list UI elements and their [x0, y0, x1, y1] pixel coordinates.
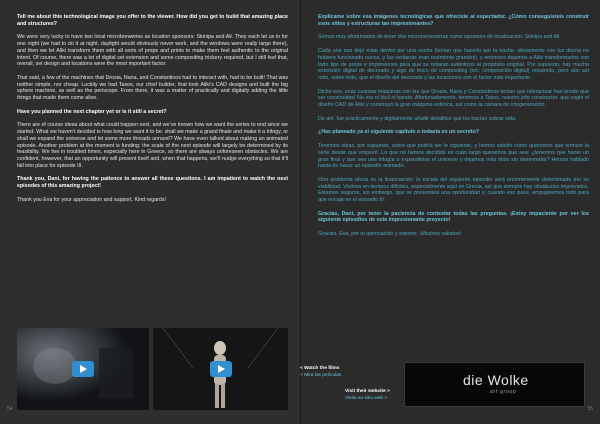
respuesta-1a: Somos muy afortunados de tener dos microcervecerías como sponsors de localización: Skinipa and Ali. — [318, 34, 561, 41]
question-2: Have you planned the next chapter yet or is it still a secret? — [17, 108, 167, 115]
visit-website-link-es[interactable]: Visita su sitio web > — [345, 396, 388, 401]
respuesta-2b: Otro problema ahora es la financiación: la escala del siguiente episodio será enormemente determinado por su viabilidad. Vivimos en tiempos difíciles, especialmente aquí en Grecia, así que siempre hay obstáculos imprevistos. Estamos seguros, sin embargo, que se presentará una oportunidad y, cuando eso pase, empujaremos todo para que encaje en el episodio III. — [318, 176, 589, 204]
video-thumbnail-1[interactable] — [17, 328, 149, 410]
respuesta-3: Gracias, Eva, por tu apreciación y soporte. ¡Muchos saludos! — [318, 231, 462, 238]
right-page — [300, 0, 600, 424]
visit-website-link[interactable]: Visit their website > — [345, 389, 390, 394]
answer-1b: That said, a few of the machines that Drosia, Nana, and Constantinos had to interact with, had to be built! That was neither simple, nor cheap. Luckily we had Tasos, our chief builder, that took Aliki’s CAD designs and built the big sphere machine, as well as the periscope. From there, it was a matter of practically and digitally adding the little things that made them come alive. — [17, 74, 288, 102]
respuesta-1b: Cada uno nos dejó estar dentro por una noche (tenían que hacerlo por la noche, obviamente con luz diurna no hubiera funcionado nunca, y las ventanas eran realmente grandes), y entonces dejamos a Aliki transformarlos con todo tipo de props e impresiones para que se notaran auténticos al propósito original. Por supuesto, hay mucha extensión digital de decorado y algo de truco de compositing (n/c: composición digital) requerido, pero aún así noto, sobre todo, que el diseño del decorado y las locaciones son el factor más importante. — [318, 48, 589, 81]
pregunta-1: Explícame sobre esa imágenes tecnológicas que ofreciste al espectador. ¿Cómo conseguisteis construir esos sitios y estructuras tan impresionantes? — [318, 14, 589, 27]
play-icon[interactable] — [72, 361, 94, 377]
respuesta-2a: Tenemos ideas, por supuesto, sobre qué podría ser lo siguiente, y hemos sabido cómo queremos que termine la serie desde que empezó. Lo que no hemos decidido es cuán largo queremos que sea: ¿tenemos que hacer un gran final y que sea una trilogía o expandimos el universo y dejamos más hilos sin desenredar? Hemos hablado hasta de hacer un episodio animado. — [318, 143, 589, 170]
answer-2: There are of course ideas about what could happen next, and we’ve known how we want the series to end since we started. What we haven’t decided is how long we want it to be: shall we make a grand finale and make it a trilogy, or shall we expand the universe and let some more threads unravel? We have even talked about making an animated episode. Another problem at the moment is funding: the scale of the next episode will largely be determined by its feasibility. We live in troubled times, especially here in Greece, so there are always unforeseen obstacles. We are confident, however, that an opportunity will present itself and, when that happens, we’ll nudge everything so that it’ll fall into place for episode III. — [17, 122, 288, 169]
question-1: Tell me about this technological image you offer to the viewer. How did you get to build that amazing place and structures? — [17, 14, 288, 27]
page-number-right: 55 — [587, 406, 593, 412]
logo-text: die Wolke — [463, 372, 529, 388]
die-wolke-logo[interactable] — [404, 362, 585, 407]
logo-subtitle: art group — [490, 389, 517, 395]
play-icon[interactable] — [210, 361, 232, 377]
video-thumbnail-2[interactable] — [153, 328, 288, 410]
page-number-left: 54 — [7, 406, 13, 412]
question-3: Thank you, Dani, for having the patience to answer all these questions. I am impatient to watch the next episodes of this amazing project! — [17, 176, 288, 190]
watch-films-link[interactable]: < Watch the films — [300, 366, 340, 371]
answer-3: Thank you Eva for your appreciation and support. Kind regards! — [17, 196, 166, 203]
respuesta-1c: Dicho eso, unas cuantas máquinas con las que Drosia, Nana y Constantinos tenían que interactuar han tenido que ser construidas! No era ni fácil ni barato. Afortunadamente, tenemos a Tasos, nuestro jefe constructor, que cogió el diseño CAD de Aliki y construyó la gran máquina esférica, así como la cámara de criogenización. — [318, 88, 589, 109]
english-column — [17, 14, 288, 203]
video-thumbnails — [17, 328, 288, 410]
pregunta-2: ¿Has planeado ya el siguiente capítulo o todavía es un secreto? — [318, 129, 480, 136]
pregunta-3: Gracias, Dani, por tener la paciencia de contestar todas las preguntas. ¡Estoy impaciente por ver los siguiente episodios de este impresionante proyecto! — [318, 210, 589, 224]
answer-1a: We were very lucky to have two local microbreweries as location sponsors: Skinipa and Ali. They each let us in for one night (we had to do it at night, daylight would obviously never work, and the windows were really large there), and then we let Aliki transform them with all sorts of props and prints to make them feel authentic to the original intent. Of course, there was a lot of digital set extension and some compositing trickery required, but I still feel that, overall, set design and locations were the most important factor. — [17, 34, 288, 68]
spanish-column — [318, 14, 589, 238]
watch-films-link-es[interactable]: < Mira las películas — [300, 373, 342, 378]
respuesta-1d: De ahí, fue prácticamente y digitalmente añadir detallitos que los hacían cobrar vida. — [318, 115, 517, 122]
